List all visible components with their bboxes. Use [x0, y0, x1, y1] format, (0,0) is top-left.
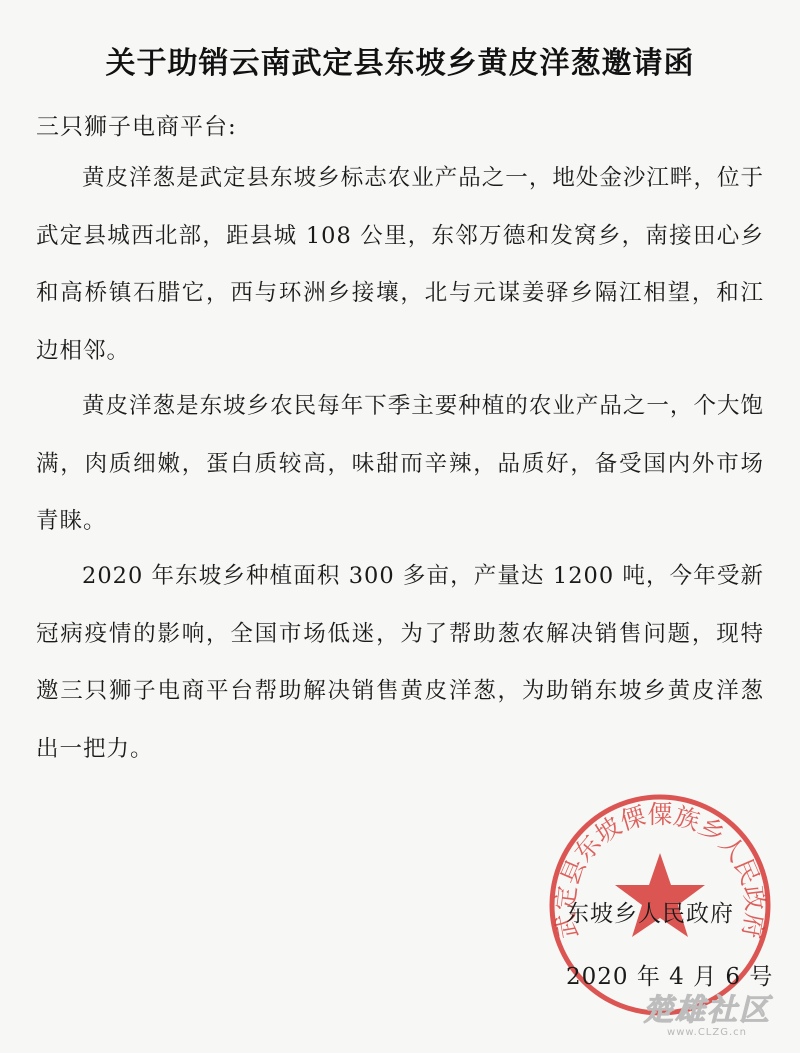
- document-date: 2020 年 4 月 6 号: [566, 964, 774, 990]
- paragraph-2: 黄皮洋葱是东坡乡农民每年下季主要种植的农业产品之一，个大饱满，肉质细嫩，蛋白质较高，味甜而辛辣，品质好，备受国内外市场青睐。: [36, 393, 764, 534]
- paragraph-3: 2020 年东坡乡种植面积 300 多亩，产量达 1200 吨，今年受新冠病疫情的影响，全国市场低迷，为了帮助葱农解决销售问题，现特邀三只狮子电商平台帮助解决销售黄皮洋葱，为助销东坡乡黄皮洋葱出一把力。: [36, 563, 764, 762]
- site-watermark: [632, 995, 782, 1045]
- watermark-url: www.CLZG.cn: [667, 1027, 747, 1038]
- seal-text: 武定县东坡傈僳族乡人民政府: [550, 800, 770, 941]
- signer-name: 东坡乡人民政府: [566, 901, 734, 927]
- document-title: 关于助销云南武定县东坡乡黄皮洋葱邀请函: [105, 46, 695, 81]
- watermark-logo-text: 楚雄社区: [643, 993, 771, 1028]
- paragraph-1: 黄皮洋葱是武定县东坡乡标志农业产品之一，地处金沙江畔，位于武定县城西北部，距县城 108 公里，东邻万德和发窝乡，南接田心乡和高桥镇石腊它，西与环洲乡接壤，北与元谋姜驿乡隔江相望，和江边相邻。: [36, 165, 764, 364]
- salutation: 三只狮子电商平台:: [36, 114, 237, 140]
